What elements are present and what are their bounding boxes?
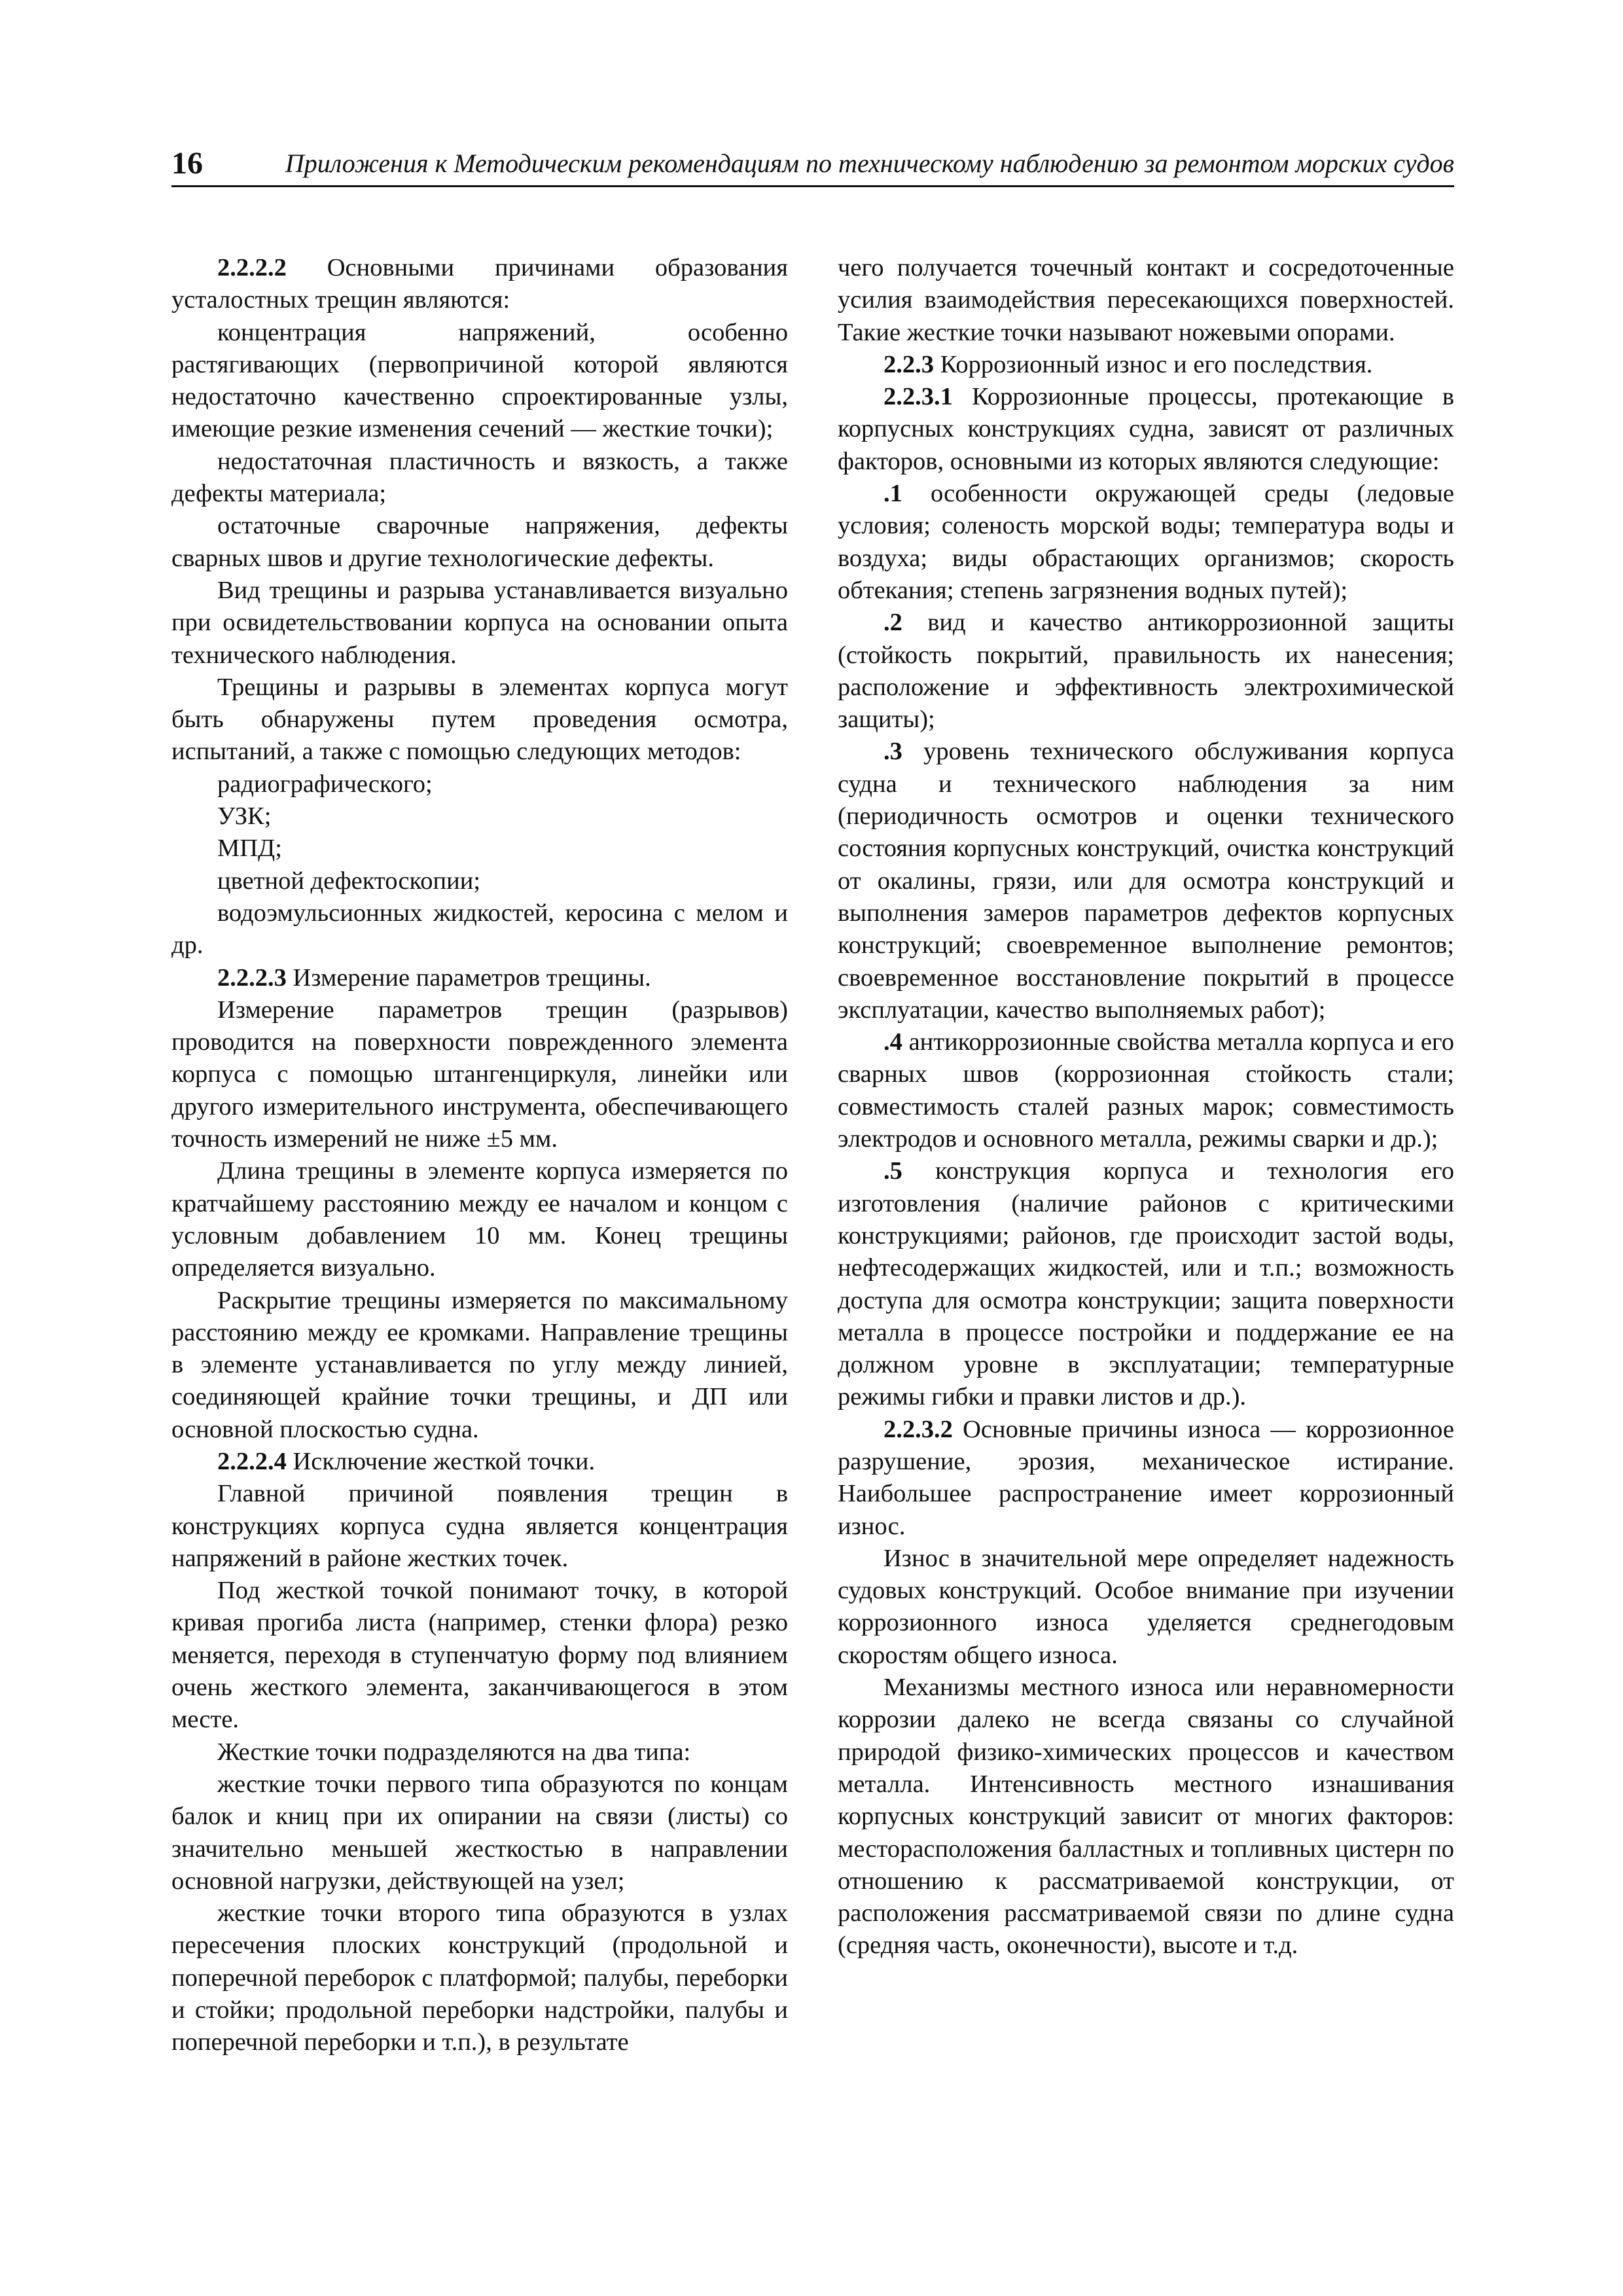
- paragraph: [171, 252, 788, 317]
- section-number: .3: [883, 738, 902, 766]
- paragraph: [171, 1575, 788, 1736]
- page-header: [171, 144, 1454, 183]
- section-number: .1: [883, 480, 902, 508]
- paragraph: [171, 1736, 788, 1768]
- paragraph: [171, 446, 788, 511]
- paragraph: [838, 1414, 1454, 1543]
- section-number: .5: [883, 1157, 902, 1185]
- paragraph-text: Под жесткой точкой понимают точку, в которой кривая прогиба листа (например, стенки флора) резко меняется, переходя в ступенчатую форму под влиянием очень жесткого элемента, заканчивающегося в этом месте.: [171, 1577, 788, 1734]
- right-column: [838, 252, 1454, 1962]
- header-rule: [171, 185, 1454, 187]
- paragraph-text: МПД;: [217, 834, 282, 863]
- section-number: 2.2.2.4: [217, 1447, 287, 1475]
- paragraph: [838, 1543, 1454, 1672]
- paragraph-text: остаточные сварочные напряжения, дефекты сварных швов и другие технологические дефекты.: [171, 512, 788, 572]
- section-number: 2.2.2.3: [217, 963, 287, 992]
- paragraph: [838, 1155, 1454, 1413]
- paragraph-text: Длина трещины в элементе корпуса измеряется по кратчайшему расстоянию между ее началом и концом с условным добавлением 10 мм. Конец трещины определяется визуально.: [171, 1157, 788, 1282]
- paragraph-text: Основными причинами образования усталостных трещин являются:: [171, 254, 788, 314]
- paragraph: [171, 768, 788, 800]
- paragraph-text: радиографического;: [217, 770, 433, 798]
- paragraph-text: конструкция корпуса и технология его изготовления (наличие районов с критическими конструкциями; районов, где происходит застой воды, нефтесодержащих жидкостей, или и т.п.; возможность доступа для осмотра конструкции; защита поверхности металла в процессе постройки и поддержание ее на должном уровне в эксплуатации; температурные режимы гибки и правки листов и др.).: [838, 1157, 1454, 1411]
- paragraph-text: Раскрытие трещины измеряется по максимальному расстоянию между ее кромками. Направление трещины в элементе устанавливается по углу между линией, соединяющей крайние точки трещины, и ДП или основной плоскостью судна.: [171, 1286, 788, 1443]
- paragraph: [171, 510, 788, 575]
- paragraph-text: концентрация напряжений, особенно растягивающих (первопричиной которой являются недостаточно качественно спроектированные узлы, имеющие резкие изменения сечений — жесткие точки);: [171, 318, 788, 443]
- section-number: 2.2.3: [883, 350, 934, 378]
- paragraph: [838, 1672, 1454, 1962]
- paragraph-text: особенности окружающей среды (ледовые условия; соленость морской воды; температура воды и воздуха; виды обрастающих организмов; скорость обтекания; степень загрязнения водных путей);: [838, 480, 1454, 604]
- paragraph: [171, 575, 788, 672]
- paragraph: [171, 865, 788, 897]
- paragraph: [171, 1446, 788, 1478]
- paragraph-text: Вид трещины и разрыва устанавливается визуально при освидетельствовании корпуса на основании опыта технического наблюдения.: [171, 576, 788, 669]
- paragraph: [171, 1155, 788, 1284]
- paragraph: [171, 897, 788, 962]
- paragraph: [838, 736, 1454, 1026]
- paragraph: [171, 962, 788, 994]
- paragraph-text: цветной дефектоскопии;: [217, 867, 481, 895]
- paragraph: [171, 1897, 788, 2058]
- paragraph: [838, 478, 1454, 607]
- paragraph-text: Износ в значительной мере определяет надежность судовых конструкций. Особое внимание при изучении коррозионного износа уделяется среднегодовым скоростям общего износа.: [838, 1544, 1454, 1669]
- paragraph: [838, 607, 1454, 736]
- paragraph: [171, 800, 788, 833]
- section-number: 2.2.3.2: [883, 1415, 953, 1443]
- paragraph-text: недостаточная пластичность и вязкость, а также дефекты материала;: [171, 447, 788, 508]
- paragraph-text: чего получается точечный контакт и сосредоточенные усилия взаимодействия пересекающихся поверхностей. Такие жесткие точки называют ножевыми опорами.: [838, 254, 1454, 346]
- section-number: .4: [883, 1028, 902, 1056]
- paragraph: [838, 252, 1454, 349]
- paragraph-text: вид и качество антикоррозионной защиты (стойкость покрытий, правильность их нанесения; расположение и эффективность электрохимической защиты);: [838, 609, 1454, 734]
- paragraph-text: уровень технического обслуживания корпуса судна и технического наблюдения за ним (периодичность осмотров и оценки технического состояния корпусных конструкций, очистка конструкций от окалины, грязи, или для осмотра конструкций и выполнения замеров параметров дефектов корпусных конструкций; своевременное выполнение ремонтов; своевременное восстановление покрытий в процессе эксплуатации, качество выполняемых работ);: [838, 738, 1454, 1024]
- paragraph-text: Главной причиной появления трещин в конструкциях корпуса судна является концентрация напряжений в районе жестких точек.: [171, 1480, 788, 1572]
- paragraph: [171, 833, 788, 865]
- paragraph-text: Трещины и разрывы в элементах корпуса могут быть обнаружены путем проведения осмотра, испытаний, а также с помощью следующих методов:: [171, 673, 788, 766]
- paragraph-text: УЗК;: [217, 802, 272, 831]
- section-number: 2.2.3.1: [883, 383, 953, 411]
- page-number: 16: [171, 146, 203, 181]
- paragraph: [171, 672, 788, 768]
- paragraph: [171, 1285, 788, 1446]
- paragraph: [838, 381, 1454, 478]
- paragraph-text: антикоррозионные свойства металла корпуса и его сварных швов (коррозионная стойкость стали; совместимость сталей разных марок; совместимость электродов и основного металла, режимы сварки и др.);: [838, 1028, 1454, 1153]
- paragraph-text: жесткие точки первого типа образуются по концам балок и книц при их опирании на связи (листы) со значительно меньшей жесткостью в направлении основной нагрузки, действующей на узел;: [171, 1770, 788, 1895]
- paragraph-text: Жесткие точки подразделяются на два типа:: [217, 1738, 691, 1766]
- paragraph-text: Измерение параметров трещины.: [286, 963, 651, 992]
- left-column: [171, 252, 788, 2059]
- paragraph-text: жесткие точки второго типа образуются в узлах пересечения плоских конструкций (продольной и поперечной переборок с платформой; палубы, переборки и стойки; продольной переборки надстройки, палубы и поперечной переборки и т.п.), в результате: [171, 1899, 788, 2056]
- paragraph-text: Коррозионные процессы, протекающие в корпусных конструкциях судна, зависят от различных факторов, основными из которых являются следующие:: [838, 383, 1454, 475]
- section-number: .2: [883, 609, 902, 637]
- paragraph-text: Измерение параметров трещин (разрывов) проводится на поверхности поврежденного элемента корпуса с помощью штангенциркуля, линейки или другого измерительного инструмента, обеспечивающего точность измерений не ниже ±5 мм.: [171, 996, 788, 1153]
- paragraph-text: Основные причины износа — коррозионное разрушение, эрозия, механическое истирание. Наибольшее распространение имеет коррозионный износ.: [838, 1415, 1454, 1540]
- paragraph-text: Исключение жесткой точки.: [286, 1447, 596, 1475]
- paragraph: [838, 349, 1454, 381]
- paragraph: [171, 1478, 788, 1575]
- section-number: 2.2.2.2: [217, 254, 287, 281]
- paragraph-text: Механизмы местного износа или неравномерности коррозии далеко не всегда связаны со случайной природой физико-химических процессов и качеством металла. Интенсивность местного изнашивания корпусных конструкций зависит от многих факторов: месторасположения балластных и топливных цистерн по отношению к рассматриваемой конструкции, от расположения рассматриваемой связи по длине судна (средняя часть, оконечности), высоте и т.д.: [838, 1674, 1454, 1960]
- paragraph: [171, 317, 788, 446]
- paragraph: [171, 1768, 788, 1897]
- paragraph: [838, 1026, 1454, 1155]
- paragraph-text: Коррозионный износ и его последствия.: [934, 350, 1373, 378]
- running-title: Приложения к Методическим рекомендациям по техническому наблюдению за ремонтом морских судов: [285, 149, 1454, 178]
- paragraph: [171, 994, 788, 1155]
- paragraph-text: водоэмульсионных жидкостей, керосина с мелом и др.: [171, 899, 788, 960]
